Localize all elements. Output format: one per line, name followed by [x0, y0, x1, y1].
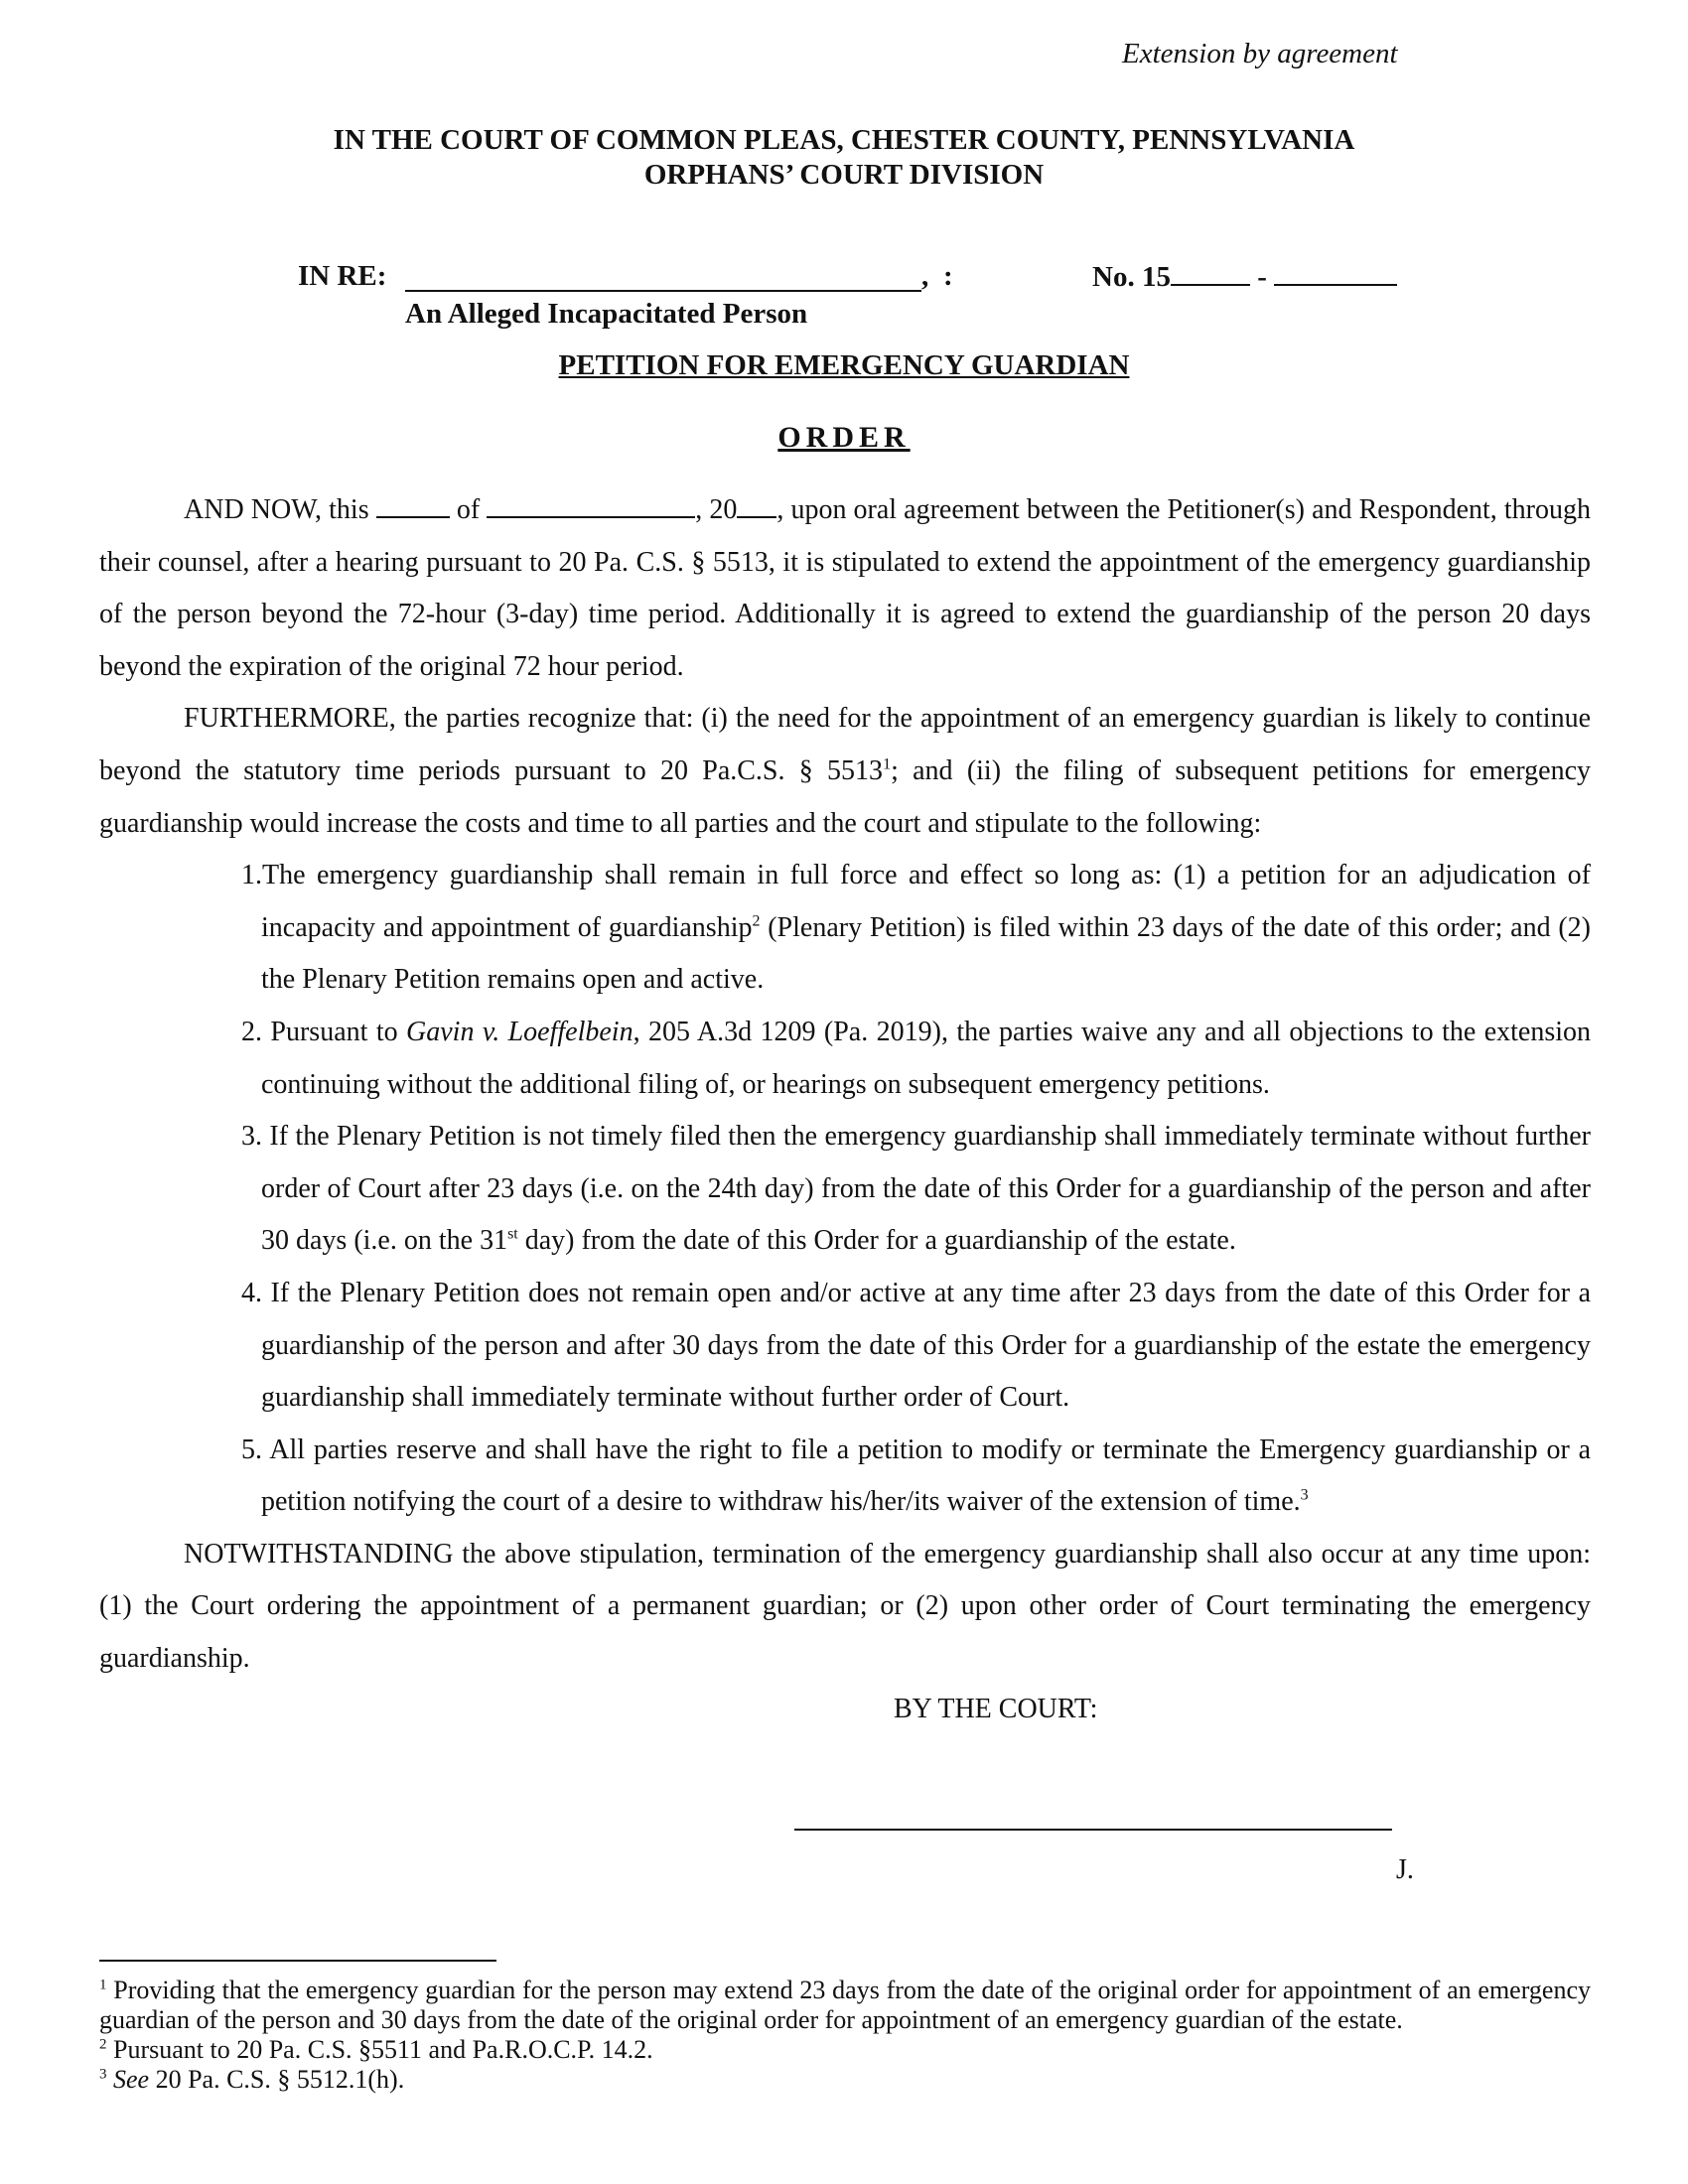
list-item-number: 2.: [241, 1016, 262, 1047]
p1-text-a: AND NOW, this: [184, 494, 376, 525]
footnote-1: [99, 1976, 1591, 2035]
case-number: [1092, 260, 1397, 294]
footnote-ref-1: 1: [883, 755, 892, 773]
paragraph-furthermore: [99, 693, 1591, 850]
footnote-ref-2: 2: [752, 912, 761, 930]
order-title: [0, 421, 1688, 455]
case-number-blank-2: [1274, 260, 1397, 286]
respondent-name-blank: [405, 290, 921, 292]
footnote-marker: 2: [99, 2036, 107, 2053]
item1-text-b: (Plenary Petition) is filed within 23 days of the date of this order; and (2) the Plenary Petition remains open and active.: [261, 911, 1591, 996]
petition-title: [0, 349, 1688, 382]
court-division: ORPHANS’ COURT DIVISION: [643, 159, 1045, 191]
footnote-marker: 1: [99, 1977, 107, 1993]
footnote-signal: See: [113, 2065, 150, 2094]
p2-text-b: ; and (ii) the filing of subsequent petitions for emergency guardianship would increase the costs and time to all parties and the court and stipulate to the following:: [99, 754, 1591, 839]
by-the-court-label: BY THE COURT:: [894, 1694, 1098, 1724]
judge-signature-line: [794, 1829, 1392, 1831]
judge-suffix: J.: [1396, 1854, 1414, 1885]
list-item: [99, 1111, 1591, 1268]
footnote-ref-3: 3: [1300, 1486, 1309, 1504]
footnote-text: Pursuant to 20 Pa. C.S. §5511 and Pa.R.O.C.P. 14.2.: [106, 2035, 653, 2064]
footnote-text: 20 Pa. C.S. § 5512.1(h).: [149, 2065, 405, 2094]
list-item-number: 1.: [241, 860, 262, 891]
caption-comma: ,: [921, 260, 929, 292]
list-item-number: 5.: [241, 1433, 262, 1465]
footnote-marker: 3: [99, 2066, 107, 2083]
footnote-text: Providing that the emergency guardian for the person may extend 23 days from the date of the original order for appointment of an emergency guardian of the person and 30 days from the date of the original order for appointment of an emergency guardian of the estate.: [99, 1976, 1591, 2034]
year-blank: [737, 494, 776, 518]
item2-text-a: Pursuant to: [262, 1016, 407, 1047]
case-citation: Gavin v. Loeffelbein: [406, 1016, 633, 1047]
item3-text-a: If the Plenary Petition is not timely filed then the emergency guardianship shall immediately terminate without further order of Court after 23 days (i.e. on the 24th day) from the date of this Order for a guardianship of the person and after 30 days (i.e. on the 31: [261, 1121, 1591, 1257]
list-item: [99, 850, 1591, 1007]
document-tagline: Extension by agreement: [1122, 38, 1398, 69]
case-number-prefix: No. 15: [1092, 261, 1171, 293]
p2-text-a: FURTHERMORE, the parties recognize that: (i) the need for the appointment of an emergency guardian is likely to continue beyond the statutory time periods pursuant to 20 Pa.C.S. § 5513: [99, 703, 1591, 786]
stipulation-list: [99, 850, 1591, 1529]
paragraph-notwithstanding: NOTWITHSTANDING the above stipulation, termination of the emergency guardianship shall also occur at any time upon: (1) the Court ordering the appointment of a permanent guardian; or (2) upon other order of Court terminating the emergency guardianship.: [99, 1538, 1591, 1675]
list-item-number: 4.: [241, 1277, 262, 1308]
paragraph-and-now: [99, 484, 1591, 693]
item5-text: All parties reserve and shall have the right to file a petition to modify or terminate the Emergency guardianship or a petition notifying the court of a desire to withdraw his/her/its waiver of the extension of time.: [261, 1433, 1591, 1518]
footnote-2: [99, 2035, 1591, 2065]
case-number-separator: -: [1249, 261, 1275, 293]
item2-text-b: , 205 A.3d 1209 (Pa. 2019), the parties waive any and all objections to the extension continuing without the additional filing of, or hearings on subsequent emergency petitions.: [261, 1016, 1592, 1100]
in-re-label: IN RE:: [298, 260, 387, 292]
p1-text-b: of: [449, 494, 488, 525]
list-item-number: 3.: [241, 1121, 262, 1153]
court-name: IN THE COURT OF COMMON PLEAS, CHESTER COUNTY, PENNSYLVANIA: [333, 124, 1355, 156]
p1-text-d: , upon oral agreement between the Petitioner(s) and Respondent, through their counsel, after a hearing pursuant to 20 Pa. C.S. § 5513, it is stipulated to extend the appointment of the emergency guardianship of the person beyond the 72-hour (3-day) time period. Additionally it is agreed to extend the guardianship of the person 20 days beyond the expiration of the original 72 hour period.: [99, 494, 1592, 682]
day-blank: [376, 494, 450, 518]
court-heading: [0, 123, 1688, 193]
order-body: [99, 484, 1591, 1686]
caption-colon: :: [943, 260, 953, 292]
footnote-3: [99, 2065, 1591, 2095]
list-item: [99, 1268, 1591, 1425]
caption-subject: An Alleged Incapacitated Person: [405, 298, 808, 330]
item3-text-b: day) from the date of this Order for a guardianship of the estate.: [517, 1225, 1236, 1257]
case-number-blank-1: [1171, 260, 1250, 286]
ordinal-suffix: st: [507, 1225, 518, 1243]
p1-text-c: , 20: [695, 494, 738, 525]
list-item: [99, 1425, 1591, 1529]
petition-title-text: PETITION FOR EMERGENCY GUARDIAN: [558, 349, 1130, 381]
list-item: [99, 1007, 1591, 1111]
item4-text: If the Plenary Petition does not remain open and/or active at any time after 23 days from the date of this Order for a guardianship of the person and after 30 days from the date of this Order for a guardianship of the estate the emergency guardianship shall immediately terminate without further order of Court.: [261, 1277, 1591, 1414]
month-blank: [487, 494, 695, 518]
footnote-divider: [99, 1960, 496, 1962]
order-title-text: ORDER: [777, 421, 911, 454]
item1-text-a: The emergency guardianship shall remain in full force and effect so long as: (1) a petition for an adjudication of incapacity and appointment of guardianship: [261, 860, 1591, 943]
footnotes: [99, 1976, 1591, 2095]
